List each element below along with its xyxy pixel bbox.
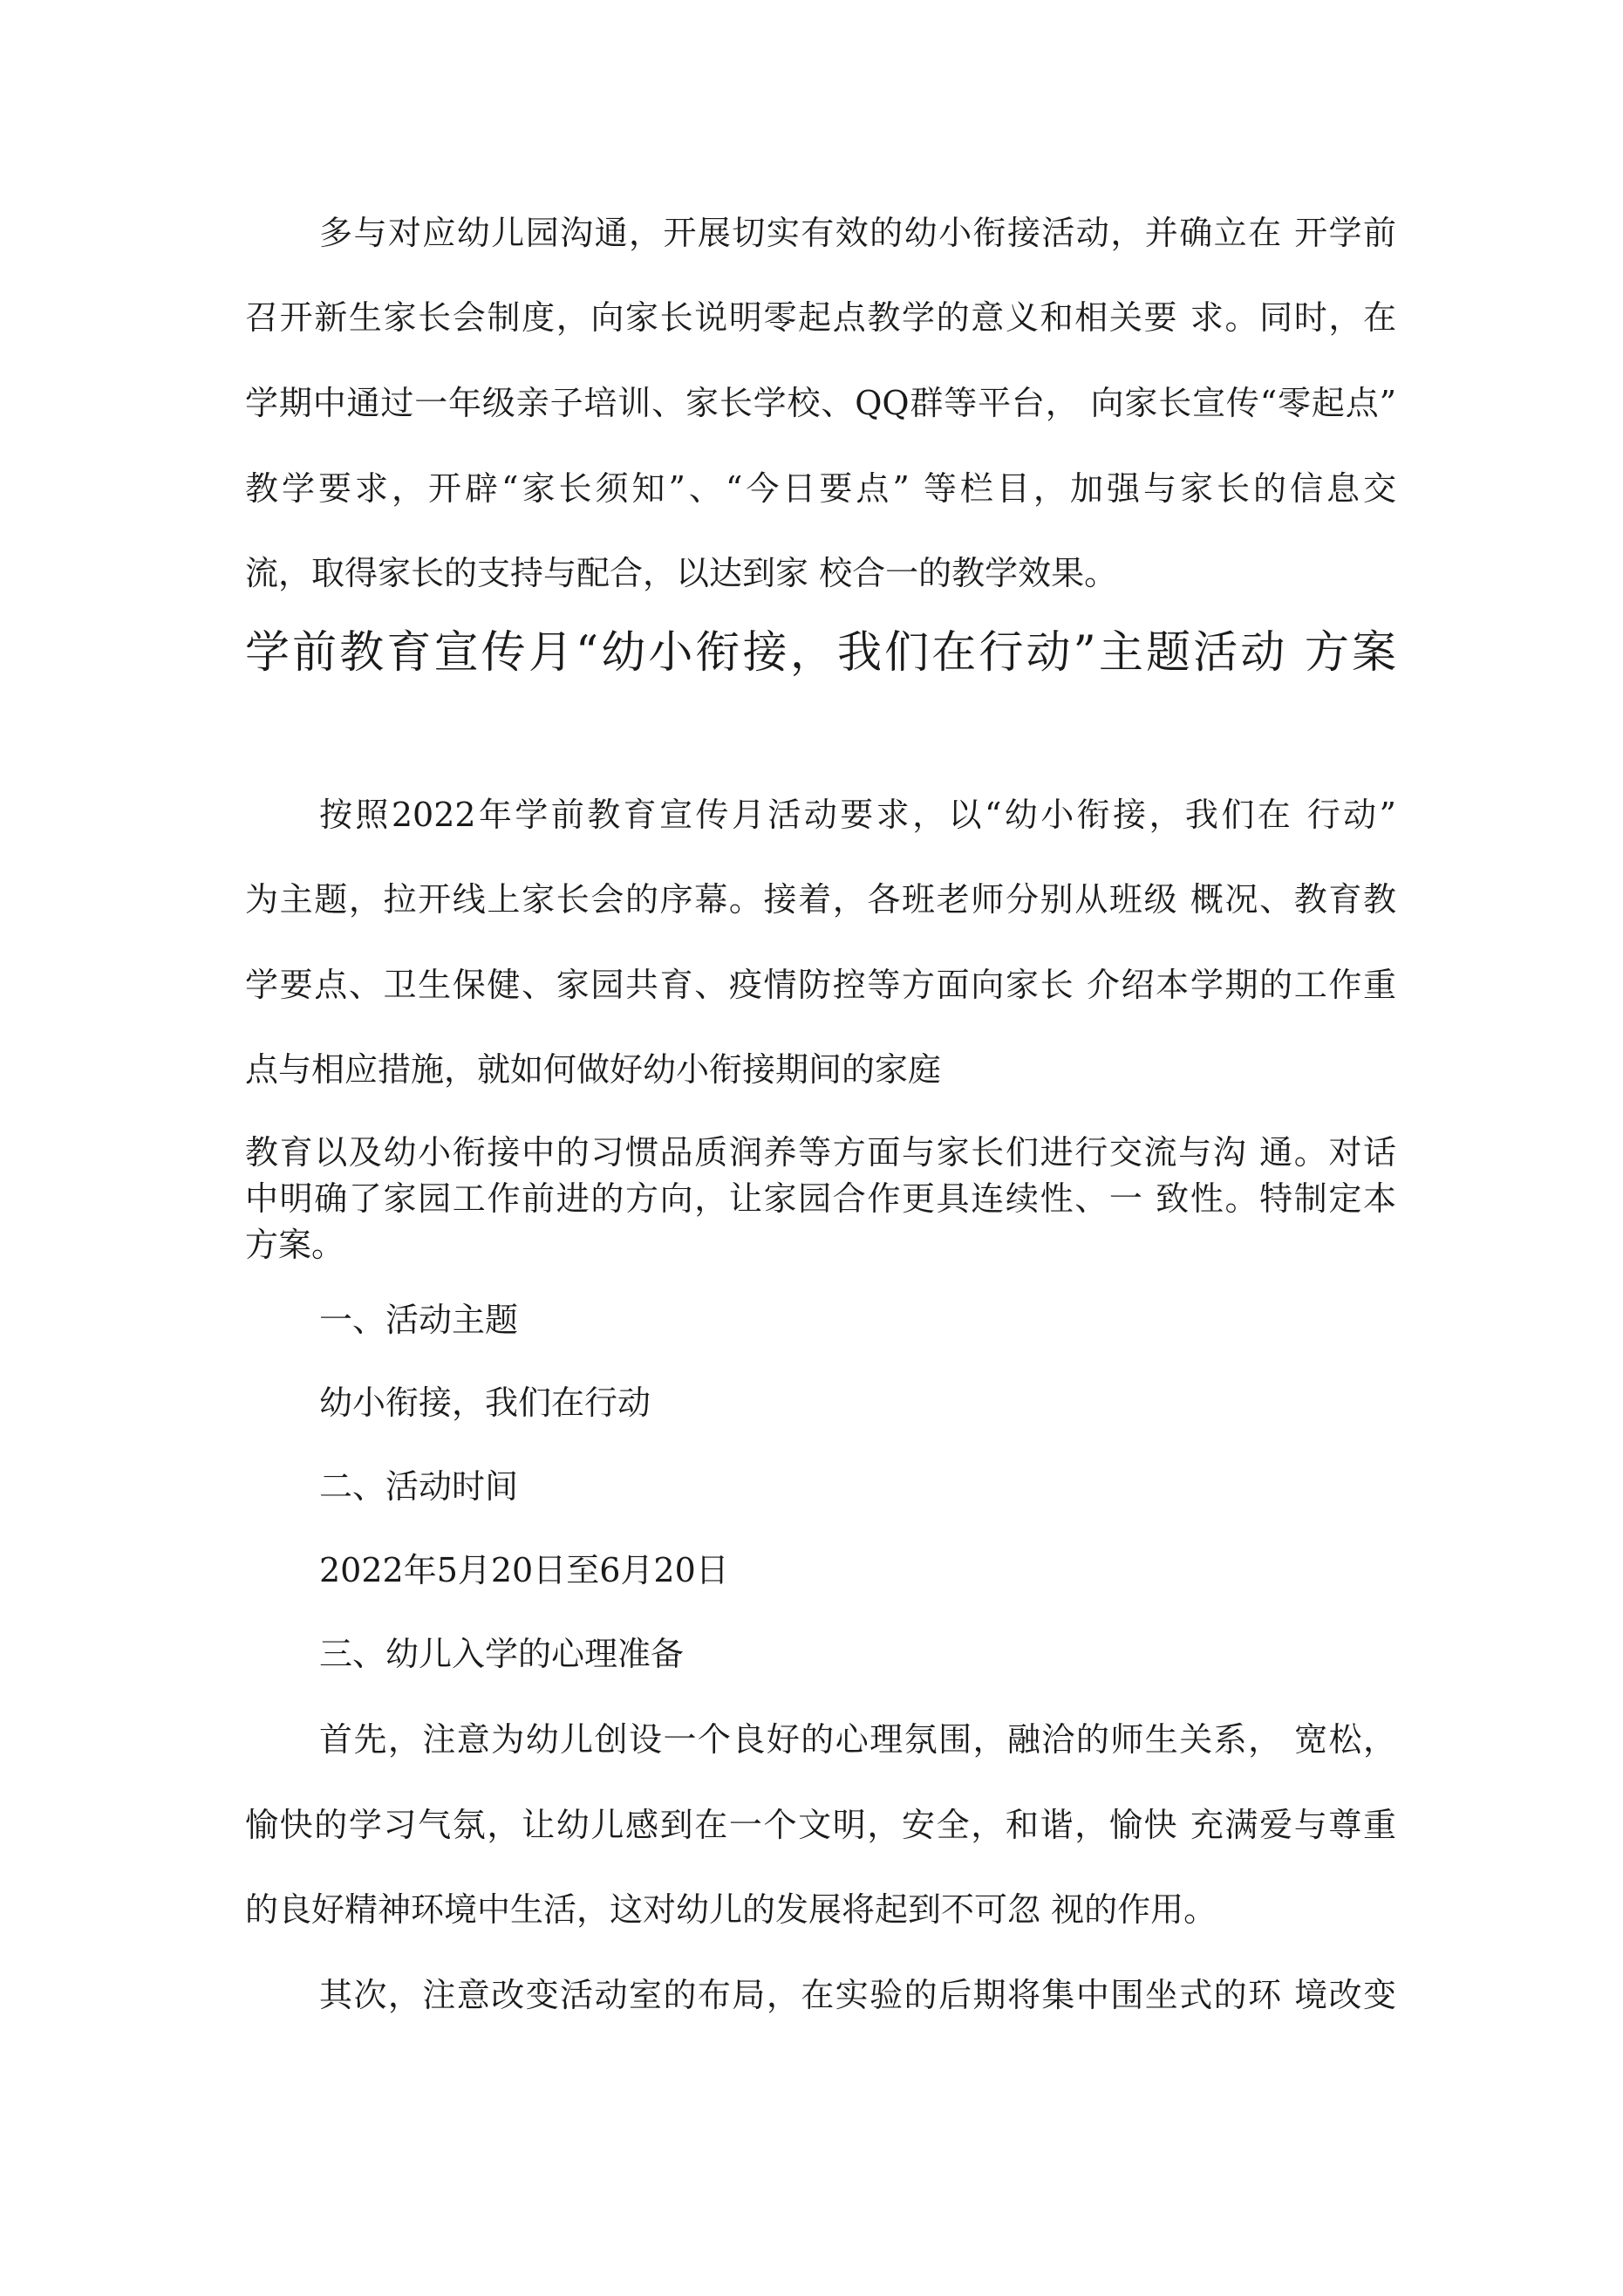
paragraph-line: 愉快的学习气氛，让幼儿感到在一个文明，安全，和谐，愉快 充满爱与尊重	[245, 1806, 1396, 1844]
paragraph-line: 的良好精神环境中生活，这对幼儿的发展将起到不可忽 视的作用。	[245, 1890, 1217, 1929]
section-heading-psych: 三、幼儿入学的心理准备	[319, 1635, 685, 1673]
section-heading-theme: 一、活动主题	[319, 1301, 519, 1339]
paragraph-line: 召开新生家长会制度，向家长说明零起点教学的意义和相关要 求。同时，在	[245, 298, 1396, 337]
section-text-time: 2022年5月20日至6月20日	[319, 1551, 729, 1589]
paragraph-line: 按照2022年学前教育宣传月活动要求，以“幼小衔接，我们在 行动”	[319, 796, 1396, 834]
paragraph-line: 为主题，拉开线上家长会的序幕。接着，各班老师分别从班级 概况、教育教	[245, 880, 1396, 919]
paragraph-line: 首先，注意为幼儿创设一个良好的心理氛围，融洽的师生关系， 宽松，	[319, 1720, 1396, 1759]
paragraph-line: 流，取得家长的支持与配合，以达到家 校合一的教学效果。	[245, 554, 1118, 592]
paragraph-line: 方案。	[245, 1226, 345, 1264]
paragraph-line: 其次，注意改变活动室的布局，在实验的后期将集中围坐式的环 境改变	[319, 1976, 1396, 2014]
paragraph-line: 学期中通过一年级亲子培训、家长学校、QQ群等平台， 向家长宣传“零起点”	[245, 384, 1396, 422]
paragraph-line: 多与对应幼儿园沟通，开展切实有效的幼小衔接活动，并确立在 开学前	[319, 214, 1396, 252]
paragraph-line: 教育以及幼小衔接中的习惯品质润养等方面与家长们进行交流与沟 通。对话	[245, 1133, 1396, 1172]
paragraph-line: 点与相应措施，就如何做好幼小衔接期间的家庭	[245, 1050, 942, 1089]
section-heading-time: 二、活动时间	[319, 1467, 519, 1506]
paragraph-line: 教学要求，开辟“家长须知”、“今日要点” 等栏目，加强与家长的信息交	[245, 469, 1396, 508]
section-text-theme: 幼小衔接，我们在行动	[319, 1384, 651, 1422]
paragraph-line: 中明确了家园工作前进的方向，让家园合作更具连续性、一 致性。特制定本	[245, 1179, 1396, 1218]
paragraph-line: 学要点、卫生保健、家园共育、疫情防控等方面向家长 介绍本学期的工作重	[245, 966, 1396, 1004]
document-title: 学前教育宣传月“幼小衔接，我们在行动”主题活动 方案	[245, 627, 1396, 679]
